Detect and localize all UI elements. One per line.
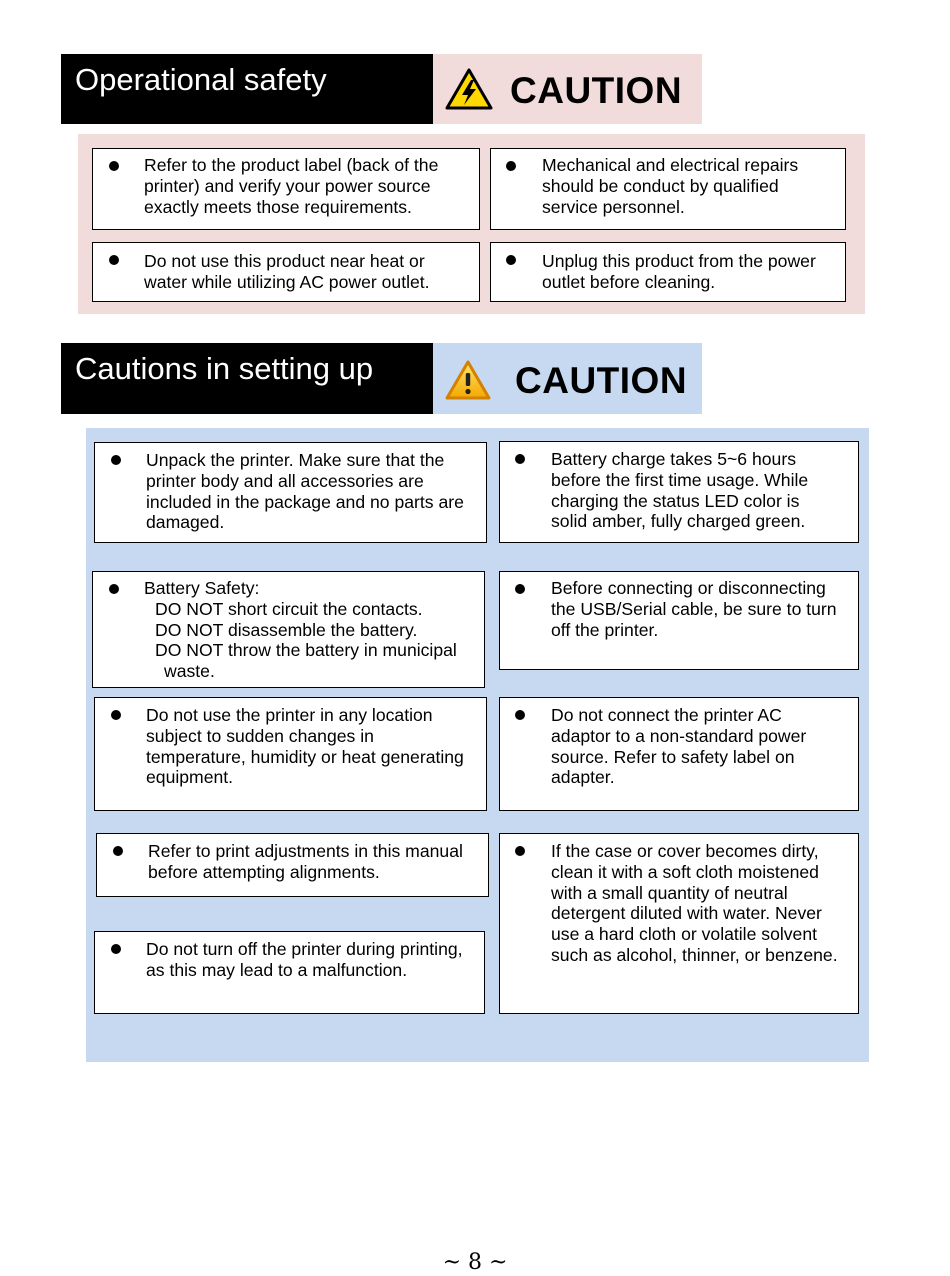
caution-text: Mechanical and electrical repairs should be conduct by qualified service personnel. <box>542 155 799 217</box>
exclamation-warning-icon <box>445 359 491 401</box>
bullet-icon <box>515 454 525 464</box>
electric-shock-warning-icon <box>445 68 493 110</box>
caution-item <box>490 148 846 230</box>
bullet-icon <box>109 255 119 265</box>
caution-text: Battery Safety: DO NOT short circuit the contacts. DO NOT disassemble the battery. DO NOT throw the battery in municipal waste. <box>144 578 457 682</box>
section-title-text: Cautions in setting up <box>75 351 374 386</box>
caution-banner-electric <box>433 54 702 124</box>
caution-item <box>92 148 480 230</box>
caution-item <box>94 697 487 811</box>
caution-item <box>499 441 859 543</box>
bullet-icon <box>515 710 525 720</box>
bullet-icon <box>111 944 121 954</box>
caution-item <box>490 242 846 302</box>
caution-item <box>499 697 859 811</box>
bullet-icon <box>515 846 525 856</box>
caution-item <box>94 931 485 1014</box>
caution-text: Do not use the printer in any location subject to sudden changes in temperature, humidity or heat generating equipment. <box>146 705 464 788</box>
caution-item <box>92 571 485 688</box>
caution-item <box>92 242 480 302</box>
bullet-icon <box>113 846 123 856</box>
caution-text: Refer to print adjustments in this manual before attempting alignments. <box>148 841 463 882</box>
caution-text: Unpack the printer. Make sure that the printer body and all accessories are included in the package and no parts are damaged. <box>146 450 464 533</box>
bullet-icon <box>109 584 119 594</box>
caution-item <box>499 833 859 1014</box>
page-number: ~ 8 ~ <box>442 1250 508 1275</box>
section-title-text: Operational safety <box>75 62 327 97</box>
caution-text: Battery charge takes 5~6 hours before the first time usage. While charging the status LED color is solid amber, fully charged green. <box>551 449 809 532</box>
bullet-icon <box>515 584 525 594</box>
caution-label: CAUTION <box>510 70 683 111</box>
caution-item <box>94 442 487 543</box>
caution-item <box>499 571 859 670</box>
bullet-icon <box>109 161 119 171</box>
bullet-icon <box>111 455 121 465</box>
caution-text: Unplug this product from the power outlet before cleaning. <box>542 251 816 292</box>
caution-item <box>96 833 489 897</box>
section-title-cautions-setting-up <box>61 343 433 414</box>
caution-text: Do not turn off the printer during printing, as this may lead to a malfunction. <box>146 939 463 980</box>
bullet-icon <box>506 255 516 265</box>
caution-text: Refer to the product label (back of the printer) and verify your power source exactly meets those requirements. <box>144 155 439 217</box>
section-title-operational-safety <box>61 54 433 124</box>
caution-banner-general <box>433 343 702 414</box>
caution-text: Before connecting or disconnecting the USB/Serial cable, be sure to turn off the printer. <box>551 578 837 640</box>
caution-text: Do not connect the printer AC adaptor to a non-standard power source. Refer to safety label on adapter. <box>551 705 807 788</box>
bullet-icon <box>111 710 121 720</box>
caution-text: If the case or cover becomes dirty, clean it with a soft cloth moistened with a small quantity of neutral detergent diluted with water. Never use a hard cloth or volatile solvent such as alcohol, thinner, or benzene. <box>551 841 838 965</box>
caution-label: CAUTION <box>515 360 688 401</box>
bullet-icon <box>506 161 516 171</box>
caution-text: Do not use this product near heat or water while utilizing AC power outlet. <box>144 251 430 292</box>
